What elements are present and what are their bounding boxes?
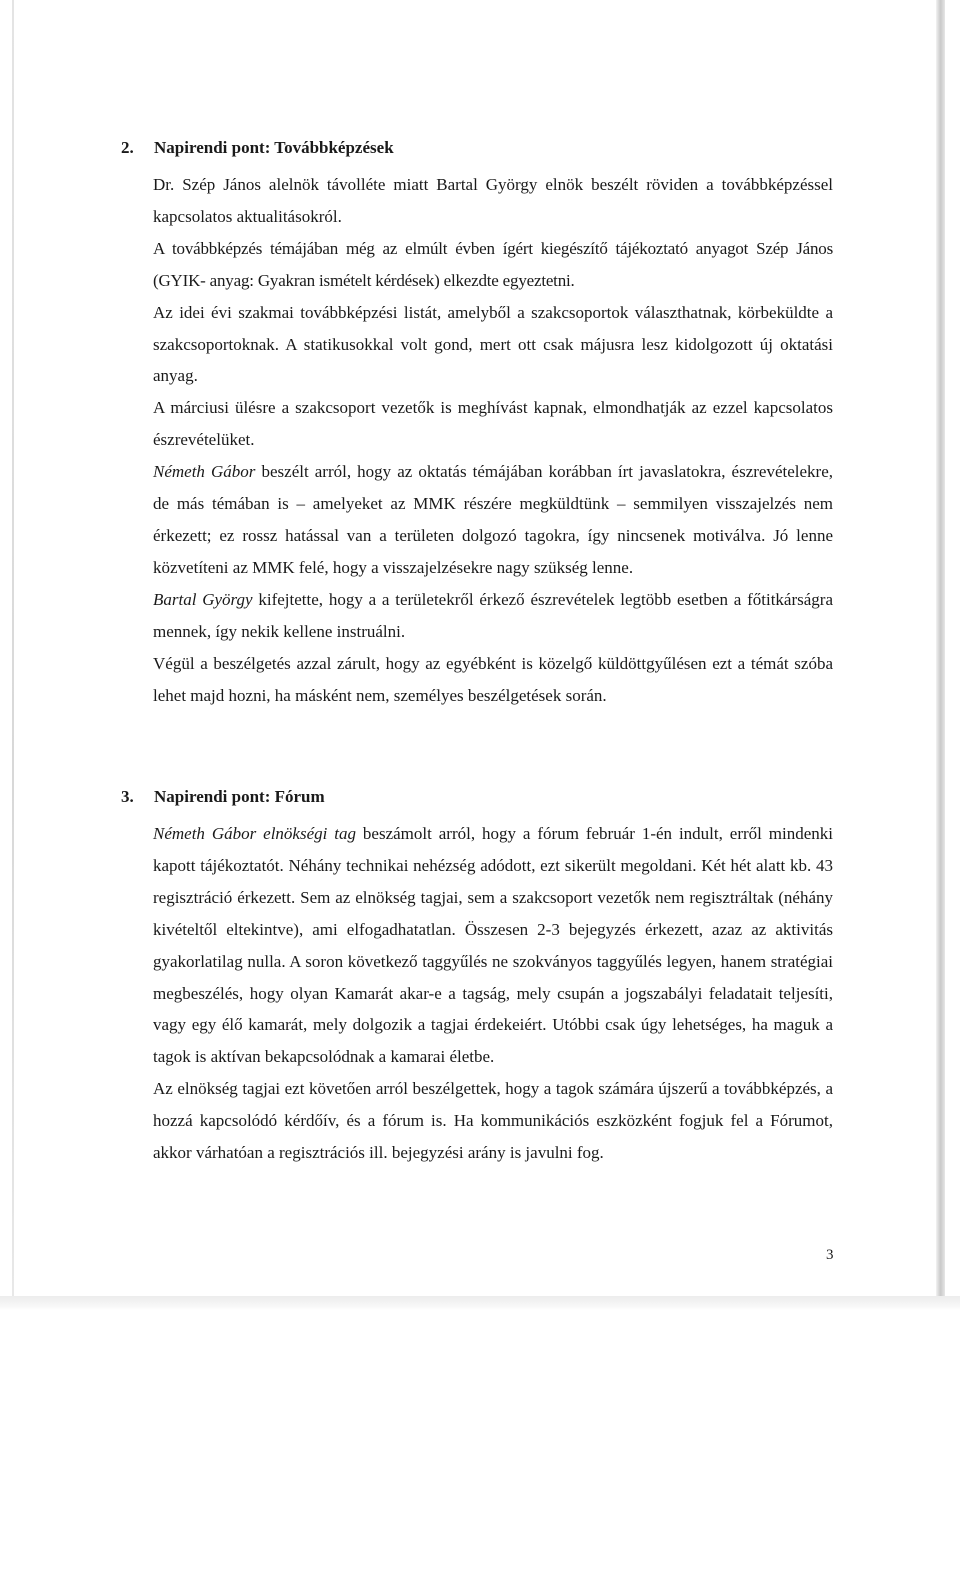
paragraph	[153, 818, 833, 1073]
paragraph: Az idei évi szakmai továbbképzési listát, amelyből a szakcsoportok választhatnak, körbeküldte a szakcsoportoknak. A statikusokkal volt gond, mert ott csak májusra lesz kidolgozott új oktatási anyag.	[153, 302, 833, 386]
page-number: 3	[826, 1247, 834, 1263]
paragraph: Végül a beszélgetés azzal zárult, hogy az egyébként is közelgő küldöttgyűlésen ezt a témát szóba lehet majd hozni, ha másként nem, személyes beszélgetések során.	[153, 653, 833, 705]
agenda-item-heading	[121, 137, 841, 159]
agenda-item-body	[153, 169, 833, 711]
paragraph: A márciusi ülésre a szakcsoport vezetők is meghívást kapnak, elmondhatják az ezzel kapcsolatos észrevételüket.	[153, 398, 833, 450]
agenda-item-2	[121, 137, 841, 711]
agenda-item-number: 3.	[121, 787, 134, 806]
scan-edge-left	[12, 0, 14, 1300]
speaker-name: Németh Gábor elnökségi tag	[153, 824, 356, 843]
agenda-item-body	[153, 818, 833, 1169]
paragraph: Dr. Szép János alelnök távolléte miatt Bartal György elnök beszélt röviden a továbbképzéssel kapcsolatos aktualitásokról.	[153, 175, 833, 226]
paragraph	[153, 456, 833, 584]
scan-edge-right	[936, 0, 945, 1300]
agenda-item-3	[121, 786, 841, 1169]
paragraph-text: kifejtette, hogy a a területekről érkező észrevételek legtöbb esetben a főtitkárságra mennek, így nekik kellene instruálni.	[153, 589, 833, 641]
agenda-item-title: Napirendi pont: Továbbképzések	[154, 138, 394, 157]
scan-edge-bottom	[0, 1296, 960, 1310]
paragraph-text: beszélt arról, hogy az oktatás témájában korábban írt javaslatokra, észrevételekre, de más témában is – amelyeket az MMK részére megküldtünk – semmilyen visszajelzés nem érkezett; ez rossz hatással van a területen dolgozó tagokra, így nincsenek motiválva. Jó lenne közvetíteni az MMK felé, hogy a visszajelzésekre nagy szükség lenne.	[153, 462, 833, 577]
agenda-item-title: Napirendi pont: Fórum	[154, 787, 325, 806]
speaker-name: Németh Gábor	[153, 462, 256, 482]
speaker-name: Bartal György	[153, 589, 253, 609]
agenda-item-number: 2.	[121, 138, 134, 157]
paragraph: A továbbképzés témájában még az elmúlt évben ígért kiegészítő tájékoztató anyagot Szép János (GYIK- anyag: Gyakran ismételt kérdések) elkezdte egyeztetni.	[153, 238, 833, 290]
agenda-item-heading	[121, 786, 841, 808]
paragraph: Az elnökség tagjai ezt követően arról beszélgettek, hogy a tagok számára újszerű a továbbképzés, a hozzá kapcsolódó kérdőív, és a fórum is. Ha kommunikációs eszközként fogjuk fel a Fórumot, akkor várhatóan a regisztrációs ill. bejegyzési arány is javulni fog.	[153, 1079, 833, 1163]
paragraph	[153, 584, 833, 648]
paragraph-text: beszámolt arról, hogy a fórum február 1-én indult, erről mindenki kapott tájékoztatót. Néhány technikai nehézség adódott, ezt sikerült megoldani. Két hét alatt kb. 43 regisztráció érkezett. Sem az elnökség tagjai, sem a szakcsoport vezetők nem regisztráltak (néhány kivételtől eltekintve), ami elfogadhatatlan. Összesen 2-3 bejegyzés érkezett, azaz az aktivitás gyakorlatilag nulla. A soron következő taggyűlés ne szokványos taggyűlés legyen, hanem stratégiai megbeszélés, hogy olyan Kamarát akar-e a tagság, mely csupán a jogszabályi feladatait teljesíti, vagy egy élő kamarát, mely dolgozik a tagjai érdekeiért. Utóbbi csak úgy lehetséges, ha maguk a tagok is aktívan bekapcsolódnak a kamarai életbe.	[153, 824, 834, 1067]
